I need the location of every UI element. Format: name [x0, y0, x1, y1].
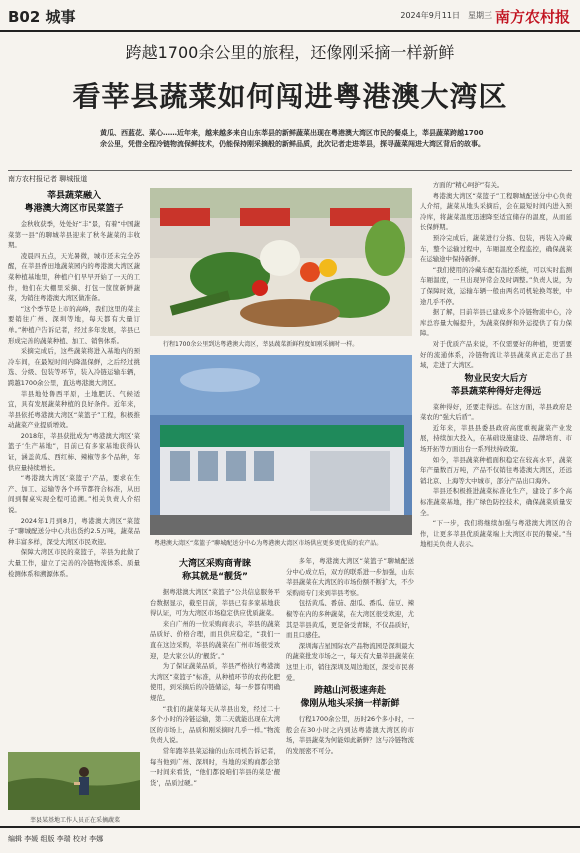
- paragraph: 粤港澳大湾区“菜篮子”工程聊城配送分中心负责人介绍，蔬菜从地头采摘后，会在最短时间内进入预冷库，将蔬菜温度迅速降至适宜储存的温度，从而延长保鲜期。: [420, 191, 572, 232]
- paragraph: 深圳海吉星国际农产品物流园是深圳最大的蔬菜批发市场之一，每天有大量莘县蔬菜在这里上市，销往深圳及周边地区，深受市民喜爱。: [286, 641, 414, 682]
- photo-caption-mid: 粤港澳大湾区“菜篮子”聊城配送分中心为粤港澳大湾区市场供应更多更优质的农产品。: [154, 540, 383, 547]
- paragraph: 据了解，目前莘县已建成多个冷链物流中心，冷库总容量大幅提升，为蔬菜保鲜和外运提供了有力保障。: [420, 308, 572, 338]
- paragraph: 预冷完成后，蔬菜进行分拣、包装，再装入冷藏车，整个运输过程中，车厢温度全程监控，确保蔬菜在运输途中保持新鲜。: [420, 233, 572, 264]
- paragraph: 采摘完成后，这些蔬菜将进入基地内的预冷车间，在最短时间内降温保鲜，之后经过挑选、分级、包装等环节，装入冷链运输车辆，跨越1700余公里，直达粤港澳大湾区。: [8, 347, 140, 387]
- paragraph: 据粤港澳大湾区“菜篮子”公共信息服务平台数据显示，截至目前，莘县已有多家基地获得认证，可为大湾区市场稳定供应优质蔬菜。: [150, 588, 280, 618]
- subhead-4: 物业民安大后方 莘县蔬菜种得好走得远: [450, 373, 541, 397]
- subhead-1: 莘县蔬菜融入 粤港澳大湾区市民菜篮子: [24, 191, 124, 214]
- byline: 南方农村报记者 聊城报道: [8, 175, 88, 183]
- section-label: B02 城事: [8, 8, 76, 26]
- weekday: 星期三: [468, 11, 492, 20]
- column-3: [286, 556, 414, 818]
- paragraph: 近年来，莘县县委县政府高度重视蔬菜产业发展，持续加大投入，在基础设施建设、品牌培育、市场开拓等方面出台一系列扶持政策。: [420, 423, 572, 454]
- paragraph: 行程1700余公里，历时26个多小时，一般会在30小时之内到达粤港澳大湾区的市场，莘县蔬菜为何能如此新鲜？这与冷链物流的发展密不可分。: [286, 715, 414, 755]
- subhead-2: 大湾区采购商青睐 称其就是“靓货”: [178, 559, 251, 582]
- page-header: [0, 0, 580, 32]
- column-2: [150, 556, 280, 818]
- paragraph: 凌晨四五点，天光暑微，城市还未完全苏醒，在莘县香田地蔬菜园内的粤港澳大湾区蔬菜种植基地里，种植户们早早开始了一天的工作，他们在大棚里采摘、打包一筐筐新鲜蔬菜，为销往粤港澳大湾区做准备。: [8, 251, 140, 303]
- paragraph: “粤港澳大湾区‘菜篮子’产品，要求在生产、加工、运输等各个环节都符合标准，从田间到餐桌实现全程可追溯。”相关负责人介绍说。: [8, 474, 140, 515]
- paragraph: 来自广州的一位采购商表示，莘县的蔬菜品质好、价格合理，而且供应稳定，“我们一直在这边采购，莘县的蔬菜在广州市场很受欢迎，是大家公认的‘靓货’。”: [150, 619, 280, 660]
- paragraph: 方面的“精心呵护”有关。: [432, 181, 504, 189]
- paragraph: 对于优质产品来说，不仅需要好的种植，更需要好的流通体系，冷链物流让莘县蔬菜真正走出了县域，走进了大湾区。: [420, 339, 572, 370]
- photo-caption-top: 行程1700余公里到达粤港澳大湾区，莘县蔬菜新鲜程度如刚采摘时一样。: [163, 341, 359, 348]
- newspaper-logo: 南方农村报: [494, 8, 570, 26]
- column-1: [8, 188, 140, 748]
- paragraph: 多年，粤港澳大湾区“菜篮子”聊城配送分中心成立后，双方的联系进一步加强，山东莘县蔬菜在大湾区的市场份额不断扩大，不少采购商专门来到莘县考察。: [286, 557, 414, 597]
- paragraph: “下一步，我们将继续加强与粤港澳大湾区的合作，让更多莘县优质蔬菜端上大湾区市民的餐桌。”当地相关负责人表示。: [420, 519, 572, 549]
- vegetable-display-photo: [150, 188, 412, 336]
- distribution-center-photo: [150, 355, 412, 535]
- subhead-3: 跨越山河极速奔赴 像刚从地头采摘一样新鲜: [300, 686, 400, 710]
- divider: [8, 170, 572, 171]
- issue-date: [400, 10, 492, 21]
- editor-credits: 编辑 李媛 组版 李瑞 校对 李娜: [8, 835, 104, 843]
- vegetables-illustration: [150, 188, 412, 336]
- paragraph: 包括黄瓜、番茄、甜瓜、番瓜、茄豆、辣椒等在内的多种蔬菜，在大湾区很受欢迎，尤其是莘县黄瓜，更是备受青睐，不仅品质好，而且口感佳。: [286, 599, 414, 640]
- field-worker-photo: [8, 752, 140, 810]
- headline: 看莘县蔬菜如何闯进粤港澳大湾区: [72, 80, 508, 113]
- kicker: 跨越1700余公里的旅程，还像刚采摘一样新鲜: [125, 43, 455, 62]
- paragraph: 常年跑莘县菜运输的山东司机告诉记者，每当他到广州、深圳时，当地的采购商都会第一时间来看货，“他们都说咱们莘县的菜是‘靓货’，品质过硬。”: [150, 746, 280, 787]
- lede: 黄瓜、西蓝花、菜心……近年来，越来越多来自山东莘县的新鲜蔬菜出现在粤港澳大湾区市民的餐桌上，莘县蔬菜跨越1700余公里，凭借全程冷链物流保鲜技术，仍能保持刚采摘般的新鲜品质，此次记者走进莘县，探寻蔬菜闯进大湾区背后的故事。: [100, 129, 485, 148]
- page-footer: [0, 826, 580, 853]
- field-worker-illustration: [8, 752, 140, 810]
- column-4: [420, 180, 572, 820]
- paragraph: 莘县还积极推进蔬菜标准化生产，建设了多个高标准蔬菜基地，推广绿色防控技术，确保蔬菜质量安全。: [420, 487, 572, 517]
- paragraph: “我们的蔬菜每天从莘县出发，经过二十多个小时的冷链运输，第二天就能出现在大湾区的市场上，品质和刚采摘时几乎一样。”物流负责人说。: [150, 704, 280, 745]
- building-illustration: [150, 355, 412, 535]
- paragraph: 2018年，莘县获批成为“粤港澳大湾区‘菜篮子’生产基地”，目前已有多家基地获得认证，涵盖黄瓜、西红柿、辣椒等多个品种，年供应量持续增长。: [8, 431, 140, 472]
- paragraph: 保障大湾区市民的菜篮子，莘县为此做了大量工作，建立了完善的冷链物流体系、质量检测体系和溯源体系。: [8, 548, 140, 578]
- paragraph: 如今，莘县蔬菜种植面积稳定在较高水平，蔬菜年产量数百万吨，产品不仅销往粤港澳大湾区，还远销北京、上海等大中城市，部分产品出口海外。: [420, 455, 572, 485]
- paragraph: 菜种得好，还要走得远。在这方面，莘县政府是菜农的“强大后盾”。: [420, 402, 572, 422]
- paragraph: 金秋收获季，处处好“丰”景，有着“中国蔬菜第一县”的聊城莘县迎来了秋冬蔬菜的丰收期。: [8, 220, 140, 250]
- paragraph: 为了保证蔬菜品质，莘县严格执行粤港澳大湾区“菜篮子”标准，从种植环节的农药化肥使用，到采摘后的冷链储运，每一步都有明确规范。: [150, 662, 280, 702]
- paragraph: 2024年1月到8月，粤港澳大湾区“菜篮子”聊城配送分中心共出货约2.5万吨，蔬菜品种丰富多样，深受大湾区市民欢迎。: [8, 516, 140, 546]
- paragraph: 莘县地处鲁西平原，土地肥沃、气候适宜，具有发展蔬菜种植的良好条件。近年来，莘县依托粤港澳大湾区“菜篮子”工程，积极推动蔬菜产业提质增效。: [8, 389, 140, 430]
- photo-caption-bottom: 莘县某基地工作人员正在采摘蔬菜: [30, 817, 121, 824]
- date: 2024年9月11日: [400, 11, 460, 20]
- paragraph: “这个季节是上市的高峰，我们这里的菜主要销往广州、深圳等地，每天都有大量订单。”种植户告诉记者，经过多年发展，莘县已形成完善的蔬菜种植、加工、销售体系。: [8, 304, 140, 345]
- paragraph: “我们使用的冷藏车配有温控系统，可以实时监测车厢温度，一旦出现异常会及时调整。”负责人说，为了保障时效，运输车辆一般由两名司机轮换驾驶，中途几乎不停。: [420, 265, 572, 306]
